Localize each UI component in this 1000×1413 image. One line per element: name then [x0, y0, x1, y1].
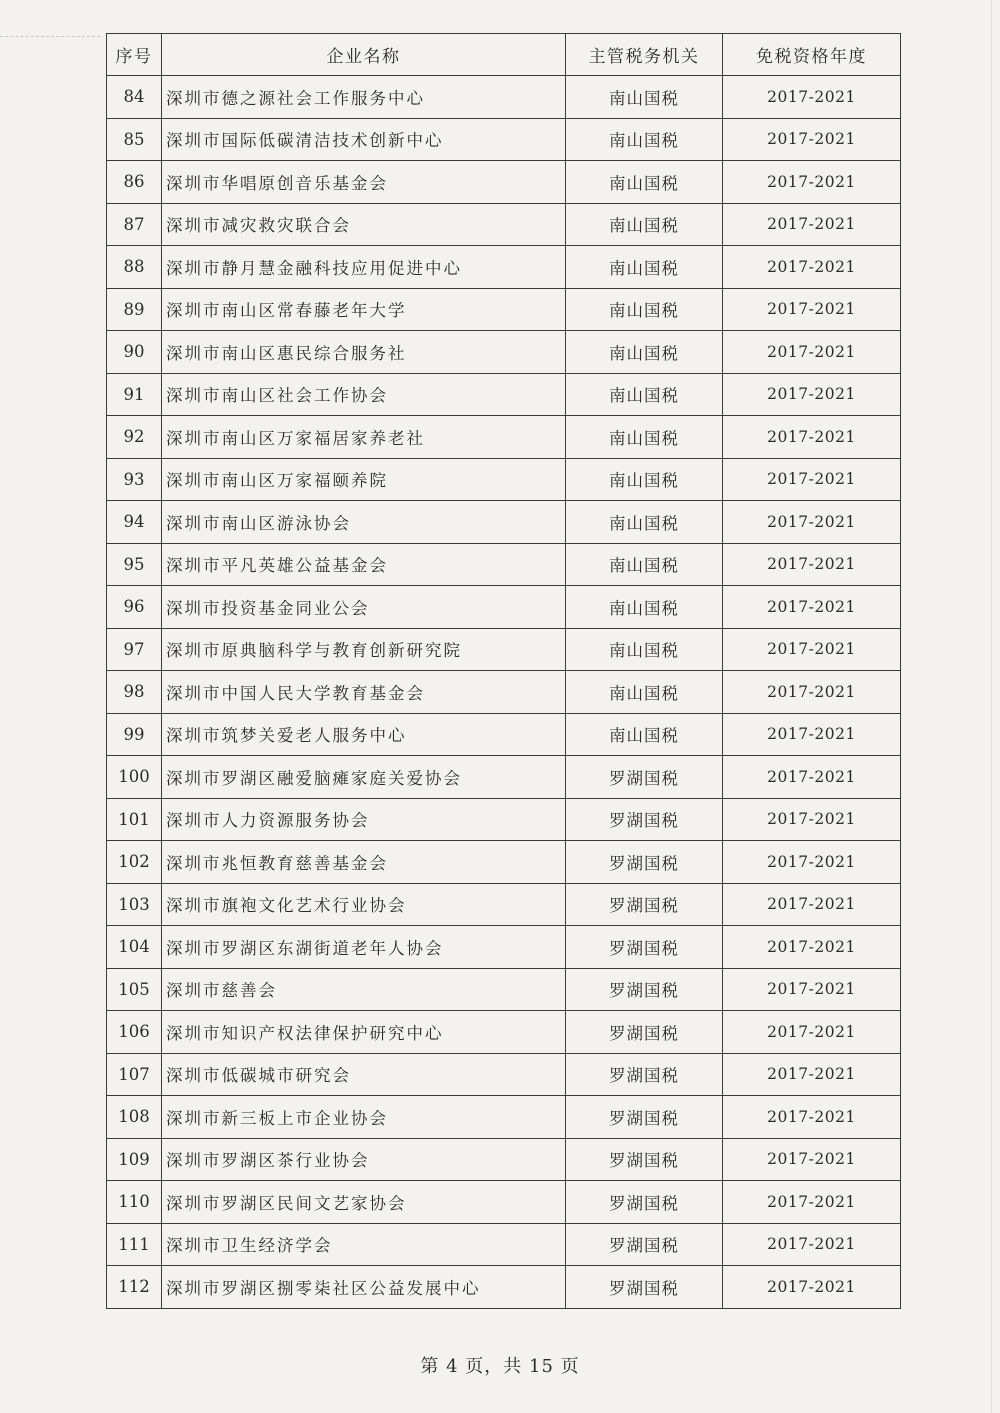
cell-tax-authority: 南山国税 — [566, 501, 723, 544]
cell-index: 96 — [107, 586, 162, 629]
cell-tax-authority: 南山国税 — [566, 373, 723, 416]
cell-organization-name: 深圳市减灾救灾联合会 — [162, 203, 566, 246]
page-edge — [991, 0, 992, 1413]
cell-exemption-years: 2017-2021 — [723, 1266, 901, 1309]
cell-organization-name: 深圳市筑梦关爱老人服务中心 — [162, 713, 566, 756]
cell-organization-name: 深圳市新三板上市企业协会 — [162, 1096, 566, 1139]
table-row — [107, 1266, 901, 1309]
cell-organization-name: 深圳市南山区社会工作协会 — [162, 373, 566, 416]
table-row — [107, 416, 901, 459]
cell-tax-authority: 南山国税 — [566, 76, 723, 119]
cell-organization-name: 深圳市兆恒教育慈善基金会 — [162, 841, 566, 884]
cell-organization-name: 深圳市知识产权法律保护研究中心 — [162, 1011, 566, 1054]
cell-index: 107 — [107, 1053, 162, 1096]
cell-tax-authority: 罗湖国税 — [566, 1096, 723, 1139]
cell-tax-authority: 南山国税 — [566, 628, 723, 671]
cell-tax-authority: 南山国税 — [566, 331, 723, 374]
cell-tax-authority: 南山国税 — [566, 586, 723, 629]
cell-index: 98 — [107, 671, 162, 714]
cell-exemption-years: 2017-2021 — [723, 628, 901, 671]
table-row — [107, 331, 901, 374]
cell-index: 95 — [107, 543, 162, 586]
cell-exemption-years: 2017-2021 — [723, 883, 901, 926]
cell-organization-name: 深圳市平凡英雄公益基金会 — [162, 543, 566, 586]
cell-organization-name: 深圳市德之源社会工作服务中心 — [162, 76, 566, 119]
cell-organization-name: 深圳市旗袍文化艺术行业协会 — [162, 883, 566, 926]
cell-organization-name: 深圳市卫生经济学会 — [162, 1223, 566, 1266]
cell-organization-name: 深圳市投资基金同业公会 — [162, 586, 566, 629]
table-row — [107, 246, 901, 289]
cell-exemption-years: 2017-2021 — [723, 756, 901, 799]
cell-organization-name: 深圳市原典脑科学与教育创新研究院 — [162, 628, 566, 671]
cell-index: 104 — [107, 926, 162, 969]
cell-organization-name: 深圳市罗湖区东湖街道老年人协会 — [162, 926, 566, 969]
table-row — [107, 586, 901, 629]
table-row — [107, 883, 901, 926]
cell-tax-authority: 南山国税 — [566, 118, 723, 161]
cell-exemption-years: 2017-2021 — [723, 798, 901, 841]
cell-tax-authority: 罗湖国税 — [566, 1011, 723, 1054]
cell-organization-name: 深圳市中国人民大学教育基金会 — [162, 671, 566, 714]
cell-index: 93 — [107, 458, 162, 501]
table-row — [107, 926, 901, 969]
table-row — [107, 756, 901, 799]
cell-tax-authority: 罗湖国税 — [566, 841, 723, 884]
cell-index: 103 — [107, 883, 162, 926]
cell-index: 101 — [107, 798, 162, 841]
table-row — [107, 1096, 901, 1139]
cell-tax-authority: 南山国税 — [566, 203, 723, 246]
cell-organization-name: 深圳市罗湖区茶行业协会 — [162, 1138, 566, 1181]
cell-index: 105 — [107, 968, 162, 1011]
cell-organization-name: 深圳市华唱原创音乐基金会 — [162, 161, 566, 204]
cell-organization-name: 深圳市南山区惠民综合服务社 — [162, 331, 566, 374]
header-tax-authority: 主管税务机关 — [566, 34, 723, 76]
cell-organization-name: 深圳市人力资源服务协会 — [162, 798, 566, 841]
cell-index: 110 — [107, 1181, 162, 1224]
header-index: 序号 — [107, 34, 162, 76]
cell-exemption-years: 2017-2021 — [723, 543, 901, 586]
table-row — [107, 671, 901, 714]
cell-index: 87 — [107, 203, 162, 246]
cell-tax-authority: 罗湖国税 — [566, 1223, 723, 1266]
cell-tax-authority: 南山国税 — [566, 288, 723, 331]
cell-organization-name: 深圳市南山区常春藤老年大学 — [162, 288, 566, 331]
table-row — [107, 373, 901, 416]
cell-index: 91 — [107, 373, 162, 416]
cell-tax-authority: 南山国税 — [566, 671, 723, 714]
cell-exemption-years: 2017-2021 — [723, 968, 901, 1011]
cell-exemption-years: 2017-2021 — [723, 671, 901, 714]
cell-exemption-years: 2017-2021 — [723, 161, 901, 204]
cell-organization-name: 深圳市南山区游泳协会 — [162, 501, 566, 544]
cell-index: 90 — [107, 331, 162, 374]
cell-index: 97 — [107, 628, 162, 671]
cell-exemption-years: 2017-2021 — [723, 288, 901, 331]
cell-tax-authority: 罗湖国税 — [566, 883, 723, 926]
cell-tax-authority: 罗湖国税 — [566, 1053, 723, 1096]
cell-exemption-years: 2017-2021 — [723, 203, 901, 246]
cell-organization-name: 深圳市南山区万家福居家养老社 — [162, 416, 566, 459]
cell-index: 99 — [107, 713, 162, 756]
cell-exemption-years: 2017-2021 — [723, 1096, 901, 1139]
cell-tax-authority: 罗湖国税 — [566, 1266, 723, 1309]
table-row — [107, 203, 901, 246]
cell-tax-authority: 南山国税 — [566, 543, 723, 586]
cell-exemption-years: 2017-2021 — [723, 501, 901, 544]
table-row — [107, 1181, 901, 1224]
cell-exemption-years: 2017-2021 — [723, 841, 901, 884]
cell-exemption-years: 2017-2021 — [723, 1223, 901, 1266]
cell-organization-name: 深圳市低碳城市研究会 — [162, 1053, 566, 1096]
cell-tax-authority: 南山国税 — [566, 458, 723, 501]
table-header-row — [107, 34, 901, 76]
cell-index: 109 — [107, 1138, 162, 1181]
table-row — [107, 458, 901, 501]
cell-exemption-years: 2017-2021 — [723, 1181, 901, 1224]
header-exemption-years: 免税资格年度 — [723, 34, 901, 76]
table-body — [107, 76, 901, 1309]
cell-index: 85 — [107, 118, 162, 161]
cell-exemption-years: 2017-2021 — [723, 926, 901, 969]
table-row — [107, 1053, 901, 1096]
cell-index: 112 — [107, 1266, 162, 1309]
cell-index: 108 — [107, 1096, 162, 1139]
cell-exemption-years: 2017-2021 — [723, 331, 901, 374]
page-number: 第 4 页，共 15 页 — [420, 1356, 580, 1377]
table-row — [107, 713, 901, 756]
cell-organization-name: 深圳市静月慧金融科技应用促进中心 — [162, 246, 566, 289]
cell-tax-authority: 罗湖国税 — [566, 926, 723, 969]
cell-index: 106 — [107, 1011, 162, 1054]
cell-index: 100 — [107, 756, 162, 799]
cell-index: 84 — [107, 76, 162, 119]
tax-exempt-organizations-table — [106, 33, 901, 1309]
cell-tax-authority: 南山国税 — [566, 416, 723, 459]
cell-organization-name: 深圳市南山区万家福颐养院 — [162, 458, 566, 501]
table-row — [107, 118, 901, 161]
cell-tax-authority: 南山国税 — [566, 246, 723, 289]
table-row — [107, 841, 901, 884]
cell-tax-authority: 南山国税 — [566, 161, 723, 204]
cell-exemption-years: 2017-2021 — [723, 1053, 901, 1096]
cell-index: 86 — [107, 161, 162, 204]
cell-index: 102 — [107, 841, 162, 884]
table-row — [107, 501, 901, 544]
cell-exemption-years: 2017-2021 — [723, 586, 901, 629]
cell-organization-name: 深圳市慈善会 — [162, 968, 566, 1011]
table-row — [107, 1223, 901, 1266]
cell-exemption-years: 2017-2021 — [723, 373, 901, 416]
cell-tax-authority: 罗湖国税 — [566, 798, 723, 841]
cell-tax-authority: 罗湖国税 — [566, 968, 723, 1011]
table-row — [107, 798, 901, 841]
table-row — [107, 288, 901, 331]
table-row — [107, 161, 901, 204]
cell-organization-name: 深圳市罗湖区捌零柒社区公益发展中心 — [162, 1266, 566, 1309]
cell-tax-authority: 罗湖国税 — [566, 1138, 723, 1181]
cell-exemption-years: 2017-2021 — [723, 1138, 901, 1181]
cell-index: 88 — [107, 246, 162, 289]
cell-tax-authority: 罗湖国税 — [566, 1181, 723, 1224]
table-row — [107, 968, 901, 1011]
table-row — [107, 1011, 901, 1054]
table-row — [107, 628, 901, 671]
table-row — [107, 76, 901, 119]
cell-exemption-years: 2017-2021 — [723, 416, 901, 459]
cell-index: 111 — [107, 1223, 162, 1266]
cell-exemption-years: 2017-2021 — [723, 713, 901, 756]
cell-organization-name: 深圳市罗湖区民间文艺家协会 — [162, 1181, 566, 1224]
cell-tax-authority: 罗湖国税 — [566, 756, 723, 799]
cell-organization-name: 深圳市罗湖区融爱脑瘫家庭关爱协会 — [162, 756, 566, 799]
table-row — [107, 543, 901, 586]
cell-exemption-years: 2017-2021 — [723, 458, 901, 501]
cell-exemption-years: 2017-2021 — [723, 246, 901, 289]
table-row — [107, 1138, 901, 1181]
cell-index: 94 — [107, 501, 162, 544]
cell-exemption-years: 2017-2021 — [723, 118, 901, 161]
cell-exemption-years: 2017-2021 — [723, 1011, 901, 1054]
header-organization-name: 企业名称 — [162, 34, 566, 76]
cell-index: 92 — [107, 416, 162, 459]
cell-index: 89 — [107, 288, 162, 331]
cell-tax-authority: 南山国税 — [566, 713, 723, 756]
cell-organization-name: 深圳市国际低碳清洁技术创新中心 — [162, 118, 566, 161]
scan-artifact-line — [0, 36, 100, 37]
cell-exemption-years: 2017-2021 — [723, 76, 901, 119]
